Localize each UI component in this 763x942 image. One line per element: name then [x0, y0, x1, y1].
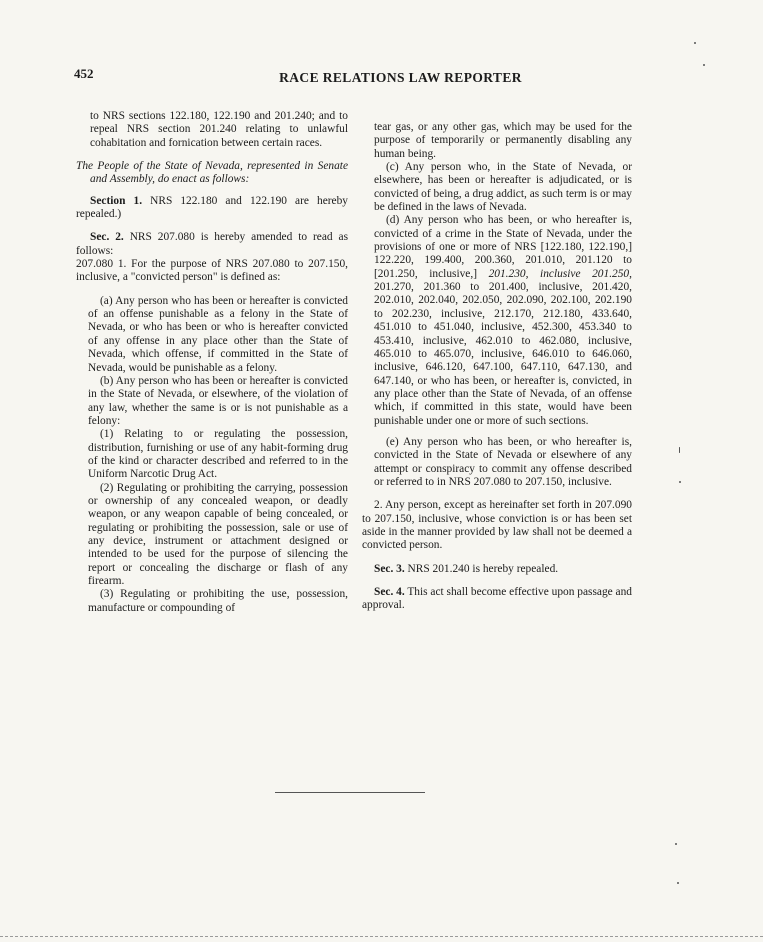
section-4	[362, 586, 632, 613]
clause-d	[362, 214, 632, 428]
scan-speck	[703, 64, 705, 66]
right-column	[362, 121, 632, 613]
section-3-label: Sec. 3.	[374, 562, 405, 575]
section-2	[76, 231, 348, 258]
section-2-definition: 207.080 1. For the purpose of NRS 207.080 to 207.150, inclusive, a "convicted person" is defined as:	[76, 258, 348, 284]
subsection-2: 2. Any person, except as hereinafter set forth in 207.090 to 207.150, inclusive, whose conviction is or has been set aside in the manner provided by law shall not be deemed a convicted person.	[362, 499, 632, 552]
scan-bottom-edge	[0, 936, 763, 937]
clause-a: (a) Any person who has been or hereafter is convicted of an offense punishable as a felony in the State of Nevada, or who has been or who is hereafter convicted of any offense in any place other than the State of Nevada, which offense, if committed in the State of Nevada, would be punishable as a felony.	[88, 294, 348, 374]
clause-b-2: (2) Regulating or prohibiting the carrying, possession or ownership of any concealed weapon, or deadly weapon, or any weapon capable of being concealed, or regulating or prohibiting the possession, sale or use of any device, instrument or attachment designed or intended to be used for the purpose of silencing the report or concealing the discharge or flash of any firearm.	[88, 481, 348, 587]
section-4-label: Sec. 4.	[374, 586, 405, 598]
scan-speck	[679, 447, 680, 453]
left-column	[76, 110, 348, 615]
section-2-text: NRS 207.080 is hereby amended to read as follows:	[76, 231, 348, 257]
gas-continuation: tear gas, or any other gas, which may be used for the purpose of temporarily or permanently disabling any human being.	[374, 121, 632, 160]
section-3-text: NRS 201.240 is hereby repealed.	[404, 562, 559, 575]
scan-speck	[677, 882, 679, 884]
clause-d-inserted-text: 201.230, inclusive 201.250	[488, 267, 630, 280]
section-3	[362, 563, 632, 576]
end-rule	[275, 792, 425, 793]
clause-b-3: (3) Regulating or prohibiting the use, possession, manufacture or compounding of	[88, 588, 348, 614]
section-1-text: NRS 122.180 and 122.190 are hereby repealed.)	[76, 194, 348, 221]
clause-d-part-1: (d) Any person who has been, or who hereafter is, convicted of a crime in the State of Nevada, under the provisions of one or more of NRS [122.180, 122.190,] 122.220, 199.400, 200.360, 201.010, 201.120 to [201.250, inclusive,]	[374, 214, 632, 280]
section-4-text: This act shall become effective upon passage and approval.	[362, 586, 632, 612]
section-1	[76, 195, 348, 222]
scan-speck	[675, 843, 677, 845]
title-continuation: to NRS sections 122.180, 122.190 and 201.240; and to repeal NRS section 201.240 relating to unlawful cohabitation and fornication between certain races.	[90, 110, 348, 149]
scan-speck	[679, 481, 681, 483]
clause-b-1: (1) Relating to or regulating the possession, distribution, furnishing or use of any habit-forming drug of the kind or character described and referred to in the Uniform Narcotic Drug Act.	[88, 428, 348, 481]
section-1-label: Section 1.	[90, 194, 143, 207]
clause-b: (b) Any person who has been or hereafter is convicted in the State of Nevada, or elsewhere, of the violation of any law, whether the same is or is not punishable as a felony:	[88, 374, 348, 427]
clause-e: (e) Any person who has been, or who hereafter is, convicted in the State of Nevada or elsewhere of any attempt or conspiracy to commit any offense described or referred to in NRS 207.080 to 207.150, inclusive.	[374, 435, 632, 488]
clause-d-part-2: , 201.270, 201.360 to 201.400, inclusive, 201.420, 202.010, 202.040, 202.050, 202.090, 202.100, 202.190 to 202.230, inclusive, 212.170, 212.180, 433.640, 451.010 to 451.040, inclusive, 452.300, 453.340 to 453.410, inclusive, 462.010 to 462.080, inclusive, 465.010 to 465.070, inclusive, 646.010 to 646.060, inclusive, 646.120, 647.100, 647.110, 647.130, and 647.140, or who has been, or hereafter is, convicted, in any place other than the State of Nevada, of an offense which, if committed in this state, would have been punishable under one or more of such sections.	[374, 267, 632, 427]
page-number: 452	[74, 66, 94, 81]
scan-speck	[694, 42, 696, 44]
enacting-clause: The People of the State of Nevada, represented in Senate and Assembly, do enact as follows:	[76, 160, 348, 186]
running-head: RACE RELATIONS LAW REPORTER	[279, 70, 522, 85]
clause-c: (c) Any person who, in the State of Nevada, or elsewhere, has been or hereafter is adjudicated, or is convicted of being, a drug addict, as such term is or may be defined in the laws of Nevada.	[374, 161, 632, 214]
section-2-label: Sec. 2.	[90, 231, 124, 244]
